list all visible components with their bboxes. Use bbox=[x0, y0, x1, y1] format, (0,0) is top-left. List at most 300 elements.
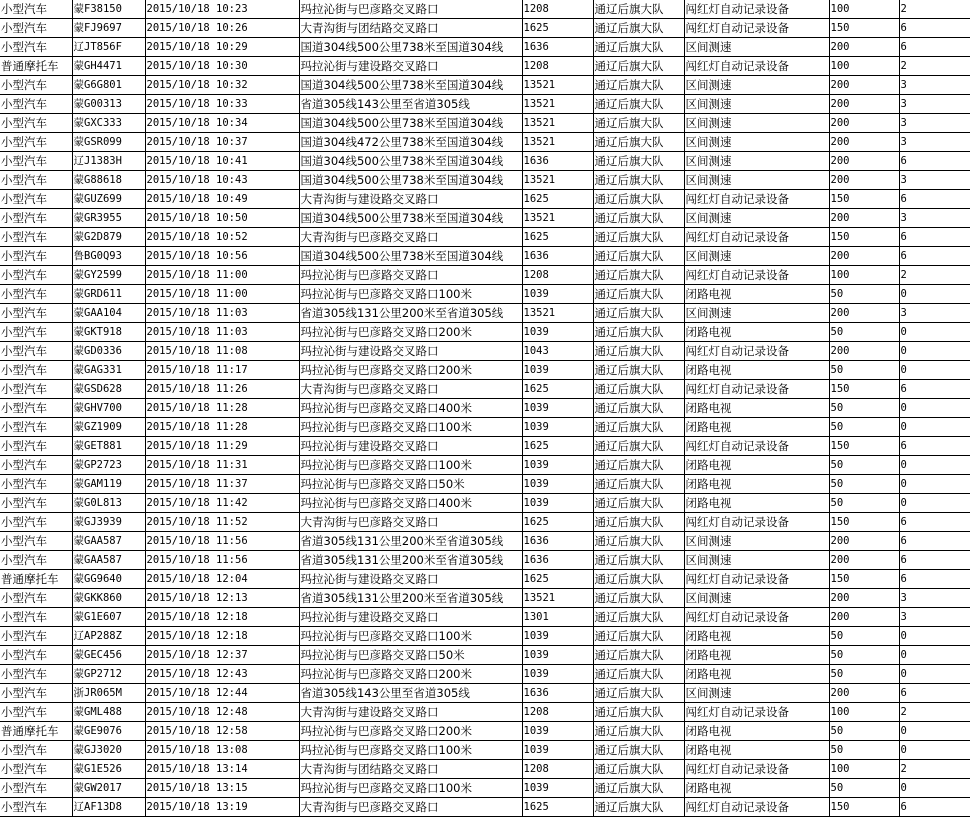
cell-fine: 50 bbox=[829, 456, 899, 475]
cell-code: 1208 bbox=[522, 57, 593, 76]
cell-plate: 蒙F38150 bbox=[72, 0, 145, 19]
table-row bbox=[0, 247, 970, 266]
cell-fine: 150 bbox=[829, 437, 899, 456]
cell-vehicle-type: 小型汽车 bbox=[0, 589, 72, 608]
cell-code: 1039 bbox=[522, 285, 593, 304]
cell-points: 3 bbox=[899, 171, 970, 190]
table-row bbox=[0, 57, 970, 76]
cell-device: 区间测速 bbox=[684, 304, 829, 323]
cell-department: 通辽后旗大队 bbox=[593, 399, 684, 418]
cell-device: 区间测速 bbox=[684, 76, 829, 95]
cell-location: 玛拉沁街与巴彦路交叉路口100米 bbox=[299, 418, 522, 437]
cell-vehicle-type: 小型汽车 bbox=[0, 228, 72, 247]
cell-location: 大青沟街与团结路交叉路口 bbox=[299, 19, 522, 38]
cell-device: 区间测速 bbox=[684, 133, 829, 152]
table-row bbox=[0, 779, 970, 798]
cell-time: 2015/10/18 10:34 bbox=[145, 114, 299, 133]
cell-plate: 辽AF13D8 bbox=[72, 798, 145, 817]
cell-location: 省道305线143公里至省道305线 bbox=[299, 684, 522, 703]
cell-plate: 蒙FJ9697 bbox=[72, 19, 145, 38]
cell-department: 通辽后旗大队 bbox=[593, 0, 684, 19]
cell-time: 2015/10/18 11:29 bbox=[145, 437, 299, 456]
cell-device: 闭路电视 bbox=[684, 665, 829, 684]
cell-device: 闭路电视 bbox=[684, 627, 829, 646]
cell-fine: 200 bbox=[829, 608, 899, 627]
cell-location: 玛拉沁街与巴彦路交叉路口100米 bbox=[299, 456, 522, 475]
cell-points: 2 bbox=[899, 57, 970, 76]
table-row bbox=[0, 608, 970, 627]
cell-department: 通辽后旗大队 bbox=[593, 589, 684, 608]
cell-plate: 蒙G6G801 bbox=[72, 76, 145, 95]
cell-device: 区间测速 bbox=[684, 589, 829, 608]
cell-points: 6 bbox=[899, 152, 970, 171]
cell-code: 1625 bbox=[522, 380, 593, 399]
table-row bbox=[0, 399, 970, 418]
cell-time: 2015/10/18 10:56 bbox=[145, 247, 299, 266]
table-row bbox=[0, 228, 970, 247]
cell-fine: 100 bbox=[829, 703, 899, 722]
cell-vehicle-type: 小型汽车 bbox=[0, 171, 72, 190]
cell-code: 13521 bbox=[522, 133, 593, 152]
cell-time: 2015/10/18 11:03 bbox=[145, 323, 299, 342]
cell-device: 闯红灯自动记录设备 bbox=[684, 703, 829, 722]
cell-time: 2015/10/18 11:42 bbox=[145, 494, 299, 513]
cell-department: 通辽后旗大队 bbox=[593, 741, 684, 760]
cell-vehicle-type: 小型汽车 bbox=[0, 551, 72, 570]
cell-vehicle-type: 小型汽车 bbox=[0, 190, 72, 209]
cell-fine: 50 bbox=[829, 361, 899, 380]
cell-location: 玛拉沁街与巴彦路交叉路口100米 bbox=[299, 627, 522, 646]
cell-location: 玛拉沁街与巴彦路交叉路口400米 bbox=[299, 494, 522, 513]
cell-time: 2015/10/18 12:37 bbox=[145, 646, 299, 665]
cell-device: 闭路电视 bbox=[684, 779, 829, 798]
cell-location: 国道304线500公里738米至国道304线 bbox=[299, 114, 522, 133]
cell-plate: 蒙GJ3939 bbox=[72, 513, 145, 532]
cell-fine: 50 bbox=[829, 646, 899, 665]
table-row bbox=[0, 798, 970, 817]
table-row bbox=[0, 722, 970, 741]
table-row bbox=[0, 589, 970, 608]
table-row bbox=[0, 19, 970, 38]
cell-plate: 蒙GZ1909 bbox=[72, 418, 145, 437]
cell-department: 通辽后旗大队 bbox=[593, 95, 684, 114]
cell-plate: 蒙GAA587 bbox=[72, 551, 145, 570]
cell-points: 3 bbox=[899, 114, 970, 133]
cell-location: 大青沟街与巴彦路交叉路口 bbox=[299, 513, 522, 532]
cell-device: 闭路电视 bbox=[684, 494, 829, 513]
cell-department: 通辽后旗大队 bbox=[593, 361, 684, 380]
cell-plate: 蒙GW2017 bbox=[72, 779, 145, 798]
cell-location: 国道304线500公里738米至国道304线 bbox=[299, 76, 522, 95]
cell-location: 省道305线131公里200米至省道305线 bbox=[299, 589, 522, 608]
table-row bbox=[0, 209, 970, 228]
table-row bbox=[0, 437, 970, 456]
cell-device: 闯红灯自动记录设备 bbox=[684, 760, 829, 779]
cell-device: 闭路电视 bbox=[684, 475, 829, 494]
cell-location: 玛拉沁街与巴彦路交叉路口100米 bbox=[299, 285, 522, 304]
table-row bbox=[0, 266, 970, 285]
cell-plate: 蒙GE9076 bbox=[72, 722, 145, 741]
cell-vehicle-type: 小型汽车 bbox=[0, 418, 72, 437]
cell-code: 1208 bbox=[522, 266, 593, 285]
table-row bbox=[0, 741, 970, 760]
cell-plate: 蒙GSD628 bbox=[72, 380, 145, 399]
cell-location: 玛拉沁街与建设路交叉路口 bbox=[299, 342, 522, 361]
cell-vehicle-type: 小型汽车 bbox=[0, 494, 72, 513]
cell-department: 通辽后旗大队 bbox=[593, 798, 684, 817]
cell-points: 0 bbox=[899, 741, 970, 760]
cell-plate: 蒙GAM119 bbox=[72, 475, 145, 494]
cell-device: 闯红灯自动记录设备 bbox=[684, 608, 829, 627]
cell-plate: 辽JT856F bbox=[72, 38, 145, 57]
table-row bbox=[0, 646, 970, 665]
cell-time: 2015/10/18 11:52 bbox=[145, 513, 299, 532]
cell-points: 3 bbox=[899, 95, 970, 114]
cell-fine: 200 bbox=[829, 684, 899, 703]
cell-vehicle-type: 小型汽车 bbox=[0, 95, 72, 114]
table-row bbox=[0, 152, 970, 171]
table-row bbox=[0, 285, 970, 304]
cell-fine: 150 bbox=[829, 798, 899, 817]
cell-department: 通辽后旗大队 bbox=[593, 323, 684, 342]
cell-time: 2015/10/18 11:31 bbox=[145, 456, 299, 475]
cell-fine: 200 bbox=[829, 551, 899, 570]
cell-location: 玛拉沁街与巴彦路交叉路口50米 bbox=[299, 475, 522, 494]
cell-fine: 150 bbox=[829, 380, 899, 399]
cell-plate: 蒙GY2599 bbox=[72, 266, 145, 285]
cell-code: 1636 bbox=[522, 38, 593, 57]
cell-code: 1039 bbox=[522, 494, 593, 513]
table-row bbox=[0, 494, 970, 513]
cell-device: 区间测速 bbox=[684, 532, 829, 551]
cell-device: 闭路电视 bbox=[684, 646, 829, 665]
cell-vehicle-type: 小型汽车 bbox=[0, 323, 72, 342]
cell-fine: 50 bbox=[829, 494, 899, 513]
cell-code: 1625 bbox=[522, 437, 593, 456]
cell-time: 2015/10/18 12:43 bbox=[145, 665, 299, 684]
cell-fine: 200 bbox=[829, 133, 899, 152]
cell-plate: 蒙GR3955 bbox=[72, 209, 145, 228]
cell-fine: 100 bbox=[829, 57, 899, 76]
cell-code: 13521 bbox=[522, 76, 593, 95]
cell-fine: 50 bbox=[829, 475, 899, 494]
cell-time: 2015/10/18 11:03 bbox=[145, 304, 299, 323]
cell-device: 闯红灯自动记录设备 bbox=[684, 57, 829, 76]
cell-time: 2015/10/18 10:30 bbox=[145, 57, 299, 76]
cell-device: 区间测速 bbox=[684, 209, 829, 228]
cell-device: 闯红灯自动记录设备 bbox=[684, 437, 829, 456]
cell-points: 6 bbox=[899, 532, 970, 551]
cell-department: 通辽后旗大队 bbox=[593, 760, 684, 779]
cell-code: 1208 bbox=[522, 760, 593, 779]
table-row bbox=[0, 418, 970, 437]
cell-points: 3 bbox=[899, 304, 970, 323]
cell-plate: 蒙G1E526 bbox=[72, 760, 145, 779]
table-row bbox=[0, 665, 970, 684]
cell-time: 2015/10/18 11:17 bbox=[145, 361, 299, 380]
cell-vehicle-type: 普通摩托车 bbox=[0, 570, 72, 589]
cell-code: 13521 bbox=[522, 589, 593, 608]
cell-time: 2015/10/18 11:28 bbox=[145, 418, 299, 437]
cell-time: 2015/10/18 11:37 bbox=[145, 475, 299, 494]
cell-department: 通辽后旗大队 bbox=[593, 418, 684, 437]
table-row bbox=[0, 114, 970, 133]
cell-fine: 50 bbox=[829, 418, 899, 437]
cell-code: 1625 bbox=[522, 190, 593, 209]
cell-fine: 200 bbox=[829, 171, 899, 190]
cell-department: 通辽后旗大队 bbox=[593, 133, 684, 152]
cell-plate: 蒙GH4471 bbox=[72, 57, 145, 76]
cell-department: 通辽后旗大队 bbox=[593, 665, 684, 684]
cell-device: 闯红灯自动记录设备 bbox=[684, 266, 829, 285]
cell-time: 2015/10/18 13:08 bbox=[145, 741, 299, 760]
cell-plate: 蒙G1E607 bbox=[72, 608, 145, 627]
cell-device: 区间测速 bbox=[684, 171, 829, 190]
cell-time: 2015/10/18 13:15 bbox=[145, 779, 299, 798]
cell-device: 闯红灯自动记录设备 bbox=[684, 380, 829, 399]
cell-department: 通辽后旗大队 bbox=[593, 304, 684, 323]
cell-code: 1039 bbox=[522, 361, 593, 380]
cell-time: 2015/10/18 11:08 bbox=[145, 342, 299, 361]
table-row bbox=[0, 361, 970, 380]
cell-points: 3 bbox=[899, 76, 970, 95]
cell-points: 0 bbox=[899, 323, 970, 342]
cell-device: 闯红灯自动记录设备 bbox=[684, 228, 829, 247]
cell-time: 2015/10/18 10:49 bbox=[145, 190, 299, 209]
cell-fine: 200 bbox=[829, 95, 899, 114]
cell-device: 闭路电视 bbox=[684, 722, 829, 741]
cell-department: 通辽后旗大队 bbox=[593, 646, 684, 665]
cell-code: 1636 bbox=[522, 247, 593, 266]
cell-time: 2015/10/18 10:43 bbox=[145, 171, 299, 190]
cell-vehicle-type: 小型汽车 bbox=[0, 247, 72, 266]
table-row bbox=[0, 475, 970, 494]
table-row bbox=[0, 703, 970, 722]
cell-plate: 蒙GG9640 bbox=[72, 570, 145, 589]
cell-device: 区间测速 bbox=[684, 247, 829, 266]
cell-plate: 蒙GAG331 bbox=[72, 361, 145, 380]
cell-points: 0 bbox=[899, 456, 970, 475]
cell-time: 2015/10/18 10:37 bbox=[145, 133, 299, 152]
cell-code: 1039 bbox=[522, 475, 593, 494]
cell-vehicle-type: 小型汽车 bbox=[0, 475, 72, 494]
cell-department: 通辽后旗大队 bbox=[593, 190, 684, 209]
cell-points: 6 bbox=[899, 570, 970, 589]
cell-points: 0 bbox=[899, 627, 970, 646]
cell-department: 通辽后旗大队 bbox=[593, 209, 684, 228]
table-row bbox=[0, 684, 970, 703]
cell-time: 2015/10/18 11:26 bbox=[145, 380, 299, 399]
cell-vehicle-type: 小型汽车 bbox=[0, 665, 72, 684]
table-row bbox=[0, 551, 970, 570]
cell-fine: 150 bbox=[829, 190, 899, 209]
table-row bbox=[0, 0, 970, 19]
cell-department: 通辽后旗大队 bbox=[593, 608, 684, 627]
cell-department: 通辽后旗大队 bbox=[593, 19, 684, 38]
cell-fine: 200 bbox=[829, 342, 899, 361]
cell-time: 2015/10/18 10:41 bbox=[145, 152, 299, 171]
cell-time: 2015/10/18 11:00 bbox=[145, 266, 299, 285]
cell-points: 6 bbox=[899, 551, 970, 570]
cell-location: 玛拉沁街与建设路交叉路口 bbox=[299, 608, 522, 627]
cell-department: 通辽后旗大队 bbox=[593, 627, 684, 646]
cell-points: 0 bbox=[899, 494, 970, 513]
cell-fine: 50 bbox=[829, 665, 899, 684]
cell-points: 6 bbox=[899, 437, 970, 456]
table-row bbox=[0, 323, 970, 342]
cell-location: 国道304线500公里738米至国道304线 bbox=[299, 38, 522, 57]
cell-code: 1208 bbox=[522, 703, 593, 722]
table-row bbox=[0, 760, 970, 779]
cell-vehicle-type: 小型汽车 bbox=[0, 380, 72, 399]
cell-code: 1039 bbox=[522, 779, 593, 798]
table-row bbox=[0, 532, 970, 551]
cell-plate: 浙JR065M bbox=[72, 684, 145, 703]
cell-location: 国道304线500公里738米至国道304线 bbox=[299, 247, 522, 266]
cell-points: 3 bbox=[899, 209, 970, 228]
cell-location: 国道304线472公里738米至国道304线 bbox=[299, 133, 522, 152]
cell-fine: 50 bbox=[829, 285, 899, 304]
table-row bbox=[0, 456, 970, 475]
cell-vehicle-type: 小型汽车 bbox=[0, 627, 72, 646]
table-row bbox=[0, 133, 970, 152]
cell-plate: 蒙GD0336 bbox=[72, 342, 145, 361]
cell-device: 区间测速 bbox=[684, 684, 829, 703]
cell-plate: 蒙GET881 bbox=[72, 437, 145, 456]
cell-time: 2015/10/18 10:29 bbox=[145, 38, 299, 57]
cell-location: 玛拉沁街与建设路交叉路口 bbox=[299, 57, 522, 76]
cell-plate: 蒙GUZ699 bbox=[72, 190, 145, 209]
cell-time: 2015/10/18 10:50 bbox=[145, 209, 299, 228]
cell-plate: 蒙GXC333 bbox=[72, 114, 145, 133]
cell-points: 2 bbox=[899, 703, 970, 722]
cell-vehicle-type: 小型汽车 bbox=[0, 266, 72, 285]
cell-points: 0 bbox=[899, 285, 970, 304]
cell-plate: 蒙GEC456 bbox=[72, 646, 145, 665]
cell-time: 2015/10/18 11:56 bbox=[145, 532, 299, 551]
table-row bbox=[0, 380, 970, 399]
cell-plate: 辽AP288Z bbox=[72, 627, 145, 646]
cell-time: 2015/10/18 13:19 bbox=[145, 798, 299, 817]
cell-department: 通辽后旗大队 bbox=[593, 171, 684, 190]
cell-device: 闭路电视 bbox=[684, 741, 829, 760]
cell-time: 2015/10/18 12:13 bbox=[145, 589, 299, 608]
cell-code: 1039 bbox=[522, 418, 593, 437]
cell-fine: 200 bbox=[829, 209, 899, 228]
table-row bbox=[0, 304, 970, 323]
cell-vehicle-type: 小型汽车 bbox=[0, 741, 72, 760]
cell-plate: 蒙GSR099 bbox=[72, 133, 145, 152]
cell-points: 6 bbox=[899, 228, 970, 247]
cell-vehicle-type: 小型汽车 bbox=[0, 209, 72, 228]
cell-vehicle-type: 小型汽车 bbox=[0, 342, 72, 361]
cell-vehicle-type: 小型汽车 bbox=[0, 361, 72, 380]
cell-fine: 200 bbox=[829, 152, 899, 171]
cell-plate: 蒙G00313 bbox=[72, 95, 145, 114]
cell-vehicle-type: 小型汽车 bbox=[0, 304, 72, 323]
cell-department: 通辽后旗大队 bbox=[593, 437, 684, 456]
cell-fine: 50 bbox=[829, 323, 899, 342]
cell-device: 闯红灯自动记录设备 bbox=[684, 342, 829, 361]
cell-device: 闯红灯自动记录设备 bbox=[684, 570, 829, 589]
cell-code: 1625 bbox=[522, 19, 593, 38]
cell-location: 玛拉沁街与巴彦路交叉路口200米 bbox=[299, 722, 522, 741]
cell-time: 2015/10/18 10:52 bbox=[145, 228, 299, 247]
cell-location: 省道305线143公里至省道305线 bbox=[299, 95, 522, 114]
cell-vehicle-type: 小型汽车 bbox=[0, 399, 72, 418]
cell-device: 区间测速 bbox=[684, 38, 829, 57]
cell-points: 0 bbox=[899, 646, 970, 665]
cell-department: 通辽后旗大队 bbox=[593, 266, 684, 285]
cell-code: 1039 bbox=[522, 646, 593, 665]
cell-plate: 蒙GKK860 bbox=[72, 589, 145, 608]
cell-plate: 蒙G88618 bbox=[72, 171, 145, 190]
cell-points: 0 bbox=[899, 399, 970, 418]
cell-time: 2015/10/18 12:04 bbox=[145, 570, 299, 589]
cell-fine: 150 bbox=[829, 513, 899, 532]
cell-code: 1636 bbox=[522, 532, 593, 551]
cell-time: 2015/10/18 10:33 bbox=[145, 95, 299, 114]
cell-location: 玛拉沁街与巴彦路交叉路口200米 bbox=[299, 323, 522, 342]
table-row bbox=[0, 171, 970, 190]
cell-time: 2015/10/18 12:44 bbox=[145, 684, 299, 703]
cell-department: 通辽后旗大队 bbox=[593, 456, 684, 475]
cell-vehicle-type: 小型汽车 bbox=[0, 760, 72, 779]
cell-department: 通辽后旗大队 bbox=[593, 475, 684, 494]
cell-code: 1625 bbox=[522, 570, 593, 589]
table-row bbox=[0, 95, 970, 114]
cell-points: 3 bbox=[899, 589, 970, 608]
cell-device: 区间测速 bbox=[684, 114, 829, 133]
cell-code: 13521 bbox=[522, 114, 593, 133]
cell-code: 1039 bbox=[522, 627, 593, 646]
cell-device: 闯红灯自动记录设备 bbox=[684, 798, 829, 817]
cell-vehicle-type: 小型汽车 bbox=[0, 38, 72, 57]
cell-location: 大青沟街与巴彦路交叉路口 bbox=[299, 380, 522, 399]
cell-location: 国道304线500公里738米至国道304线 bbox=[299, 209, 522, 228]
cell-fine: 200 bbox=[829, 304, 899, 323]
cell-points: 3 bbox=[899, 133, 970, 152]
cell-department: 通辽后旗大队 bbox=[593, 684, 684, 703]
cell-vehicle-type: 小型汽车 bbox=[0, 779, 72, 798]
cell-device: 闭路电视 bbox=[684, 418, 829, 437]
cell-department: 通辽后旗大队 bbox=[593, 247, 684, 266]
cell-device: 闭路电视 bbox=[684, 361, 829, 380]
cell-plate: 蒙GRD611 bbox=[72, 285, 145, 304]
cell-points: 0 bbox=[899, 779, 970, 798]
cell-location: 省道305线131公里200米至省道305线 bbox=[299, 532, 522, 551]
table-row bbox=[0, 76, 970, 95]
cell-department: 通辽后旗大队 bbox=[593, 342, 684, 361]
cell-points: 6 bbox=[899, 684, 970, 703]
cell-location: 大青沟街与团结路交叉路口 bbox=[299, 760, 522, 779]
cell-plate: 蒙G0L813 bbox=[72, 494, 145, 513]
cell-time: 2015/10/18 12:58 bbox=[145, 722, 299, 741]
cell-vehicle-type: 小型汽车 bbox=[0, 703, 72, 722]
table-row bbox=[0, 513, 970, 532]
cell-fine: 150 bbox=[829, 228, 899, 247]
cell-department: 通辽后旗大队 bbox=[593, 703, 684, 722]
cell-code: 1625 bbox=[522, 228, 593, 247]
cell-vehicle-type: 普通摩托车 bbox=[0, 57, 72, 76]
cell-points: 6 bbox=[899, 19, 970, 38]
cell-vehicle-type: 小型汽车 bbox=[0, 646, 72, 665]
cell-points: 6 bbox=[899, 190, 970, 209]
cell-device: 区间测速 bbox=[684, 152, 829, 171]
cell-device: 闭路电视 bbox=[684, 456, 829, 475]
table-row bbox=[0, 190, 970, 209]
cell-plate: 蒙GKT918 bbox=[72, 323, 145, 342]
